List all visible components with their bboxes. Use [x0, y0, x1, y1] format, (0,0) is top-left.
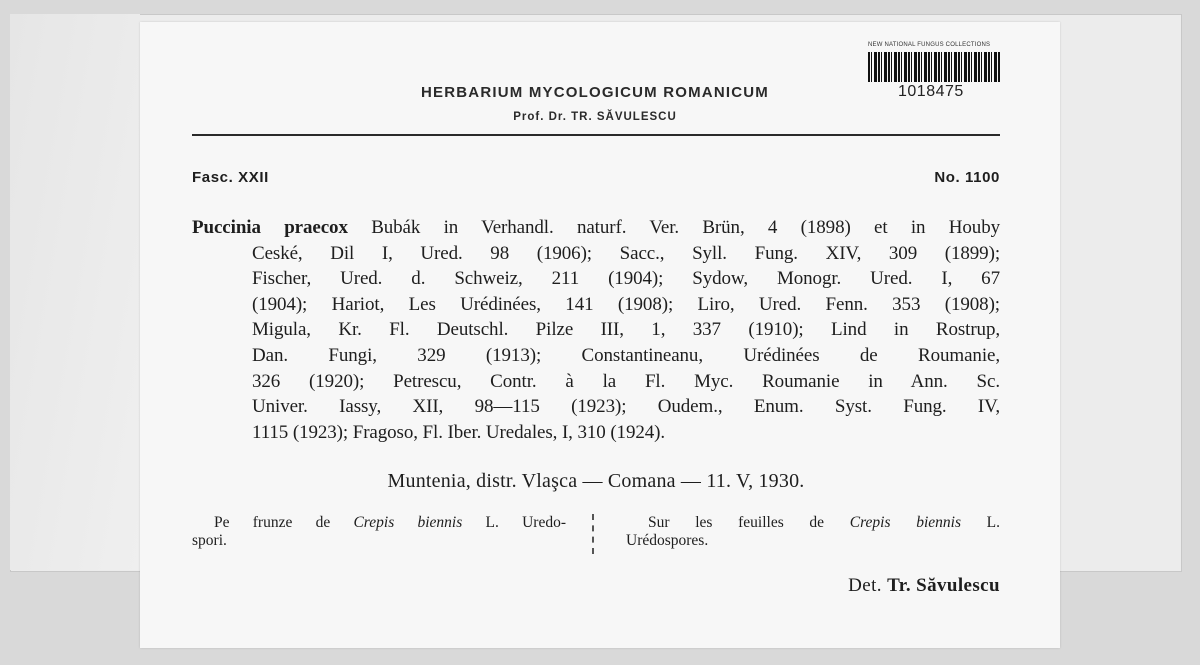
- envelope-fold: [10, 14, 140, 570]
- substrate-french: Sur les feuilles de Crepis biennis L. Urédospores.: [626, 514, 1001, 549]
- citation-line-4: (1904); Hariot, Les Urédinées, 141 (1908); Liro, Ured. Fenn. 353 (1908);: [252, 293, 1000, 315]
- collection-locality: Muntenia, distr. Vlaşca — Comana — 11. V, 1930.: [387, 470, 805, 492]
- citation-line-1: Puccinia praecox Bubák in Verhandl. naturf. Ver. Brün, 4 (1898) et in Houby: [192, 217, 1000, 238]
- determiner: Det. Tr. Săvulescu: [848, 575, 1000, 596]
- host-name: Crepis biennis: [849, 514, 961, 531]
- header-rule: [192, 134, 1000, 136]
- substrate-romanian: Pe frunze de Crepis biennis L. Uredo- spori.: [192, 514, 567, 549]
- species-name: Puccinia praecox: [192, 217, 348, 238]
- citation-block: [192, 215, 1000, 445]
- barcode-label: [868, 42, 1008, 112]
- citation-line-3: Fischer, Ured. d. Schweiz, 211 (1904); Sydow, Monogr. Ured. I, 67: [252, 268, 1000, 290]
- fascicle-number: Fasc. XXII: [192, 169, 269, 186]
- citation-line-2: Ceské, Dil I, Ured. 98 (1906); Sacc., Syll. Fung. XIV, 309 (1899);: [252, 242, 1000, 264]
- citation-line-7: 326 (1920); Petrescu, Contr. à la Fl. Myc. Roumanie in Ann. Sc.: [252, 370, 1000, 392]
- specimen-number: No. 1100: [934, 169, 1000, 186]
- column-divider: [592, 514, 594, 554]
- barcode-caption: NEW NATIONAL FUNGUS COLLECTIONS: [868, 42, 991, 48]
- citation-line-8: Univer. Iassy, XII, 98—115 (1923); Oudem., Enum. Syst. Fung. IV,: [252, 396, 1000, 418]
- citation-line-6: Dan. Fungi, 329 (1913); Constantineanu, Urédinées de Roumanie,: [252, 344, 1000, 366]
- barcode-number: 1018475: [898, 83, 964, 100]
- herbarium-curator: Prof. Dr. TR. SĂVULESCU: [513, 111, 677, 123]
- citation-line-5: Migula, Kr. Fl. Deutschl. Pilze III, 1, 337 (1910); Lind in Rostrup,: [252, 319, 1000, 341]
- herbarium-label: [140, 22, 1060, 648]
- herbarium-title: HERBARIUM MYCOLOGICUM ROMANICUM: [420, 84, 769, 101]
- host-name: Crepis biennis: [353, 514, 463, 531]
- citation-line-9: 1115 (1923); Fragoso, Fl. Iber. Uredales, I, 310 (1924).: [252, 421, 666, 443]
- determiner-name: Tr. Săvulescu: [887, 575, 1000, 596]
- barcode-icon: [868, 52, 1000, 82]
